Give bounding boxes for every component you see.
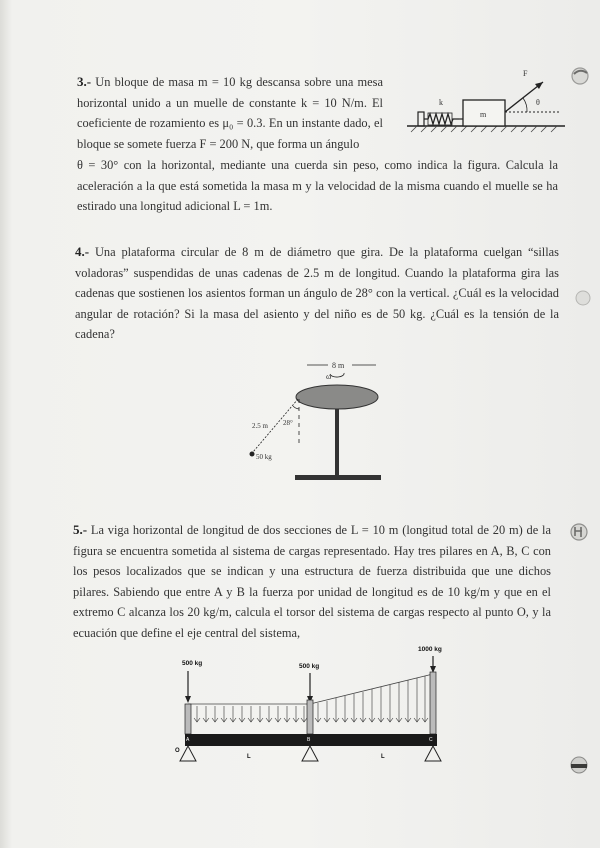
- pillar-B: [307, 700, 313, 734]
- binder-hole-bottom: [569, 755, 589, 775]
- base: [295, 475, 381, 480]
- problem-3-text-part2: θ = 30° con la horizontal, mediante una cuerda sin peso, como indica la figura. Calcula la aceleración a la que está sometida la masa m y la velocidad de la misma cuando el muelle se ha estirado una longitud adicional L = 1m.: [77, 158, 558, 214]
- load-A-label: 500 kg: [182, 660, 203, 667]
- problem-5-figure: [168, 640, 458, 775]
- load-B-label: 500 kg: [299, 663, 320, 670]
- table-hatching: [411, 126, 557, 132]
- problem-3-number: 3.-: [77, 74, 92, 89]
- support-C: [425, 746, 441, 761]
- diameter-label: 8 m: [332, 361, 345, 370]
- wall: [418, 112, 424, 126]
- angle-label: θ: [536, 98, 540, 107]
- chain-length-label: 2.5 m: [252, 422, 268, 430]
- span-1-label: L: [247, 754, 251, 760]
- support-A: [180, 746, 196, 761]
- omega-label: ω: [326, 372, 332, 381]
- problem-4-body: Una plataforma circular de 8 m de diámetro que gira. De la plataforma cuelgan “sillas voladoras” suspendidas de unas cadenas de 2.5 m de longitud. Cuando la plataforma gira las cadenas que sostienen los asientos forman un ángulo de 28° con la vertical. ¿Cuál es la velocidad angular de rotación? Si la masa del asiento y del niño es de 50 kg. ¿Cuál es la tensión de la cadena?: [75, 245, 559, 342]
- point-C-label: C: [429, 737, 433, 743]
- seat-mass: [250, 452, 255, 457]
- binder-hole-middle: [573, 288, 593, 308]
- span-2-label: L: [381, 754, 385, 760]
- pillar-C: [430, 672, 436, 734]
- problem-3-text-part1: [77, 72, 383, 154]
- beam: [185, 734, 437, 746]
- rotation-arrow: [330, 373, 344, 377]
- point-B-label: B: [307, 737, 311, 743]
- central-pole: [335, 409, 339, 477]
- problem-4-text: [75, 242, 559, 345]
- problem-3-figure: [385, 60, 575, 140]
- rotating-platform: [296, 385, 378, 409]
- distributed-load-BC-top: [310, 674, 433, 704]
- spring-label: k: [439, 98, 443, 107]
- point-O-label: O: [175, 748, 180, 754]
- binder-hole-lower: [569, 522, 589, 542]
- force-label: F: [523, 69, 528, 78]
- support-B: [302, 746, 318, 761]
- problem-4-number: 4.-: [75, 244, 90, 259]
- problem-5-text: [73, 520, 551, 644]
- problem-5-number: 5.-: [73, 522, 88, 537]
- spring: [424, 114, 459, 124]
- problem-4-figure: [240, 355, 400, 485]
- distributed-arrows-AB: [194, 706, 307, 722]
- angle-label: 28°: [283, 419, 293, 427]
- seat-mass-label: 50 kg: [256, 453, 272, 461]
- problem-5-body: La viga horizontal de longitud de dos secciones de L = 10 m (longitud total de 20 m) de la figura se encuentra sometida al sistema de cargas representado. Hay tres pilares en A, B, C con los pesos localizados que se indican y una estructura de fuerza distribuida que une dichos pilares. Sabiendo que entre A y B la fuerza por unidad de longitud es de 10 kg/m y que en el extremo C alcanza los 20 kg/m, calcula el torsor del sistema de cargas respecto al punto O, y la ecuación que define el eje central del sistema,: [73, 523, 551, 640]
- pillar-A: [185, 704, 191, 734]
- point-A-label: A: [186, 737, 190, 743]
- problem-3-body: Un bloque de masa m = 10 kg descansa sobre una mesa horizontal unido a un muelle de constante k = 10 N/m. El coeficiente de rozamiento es μ₀ = 0.3. En un instante dado, el bloque se somete fuerza F = 200 N, que forma un ángulo: [77, 75, 383, 151]
- mass-label: m: [480, 110, 487, 119]
- load-C-label: 1000 kg: [418, 646, 442, 653]
